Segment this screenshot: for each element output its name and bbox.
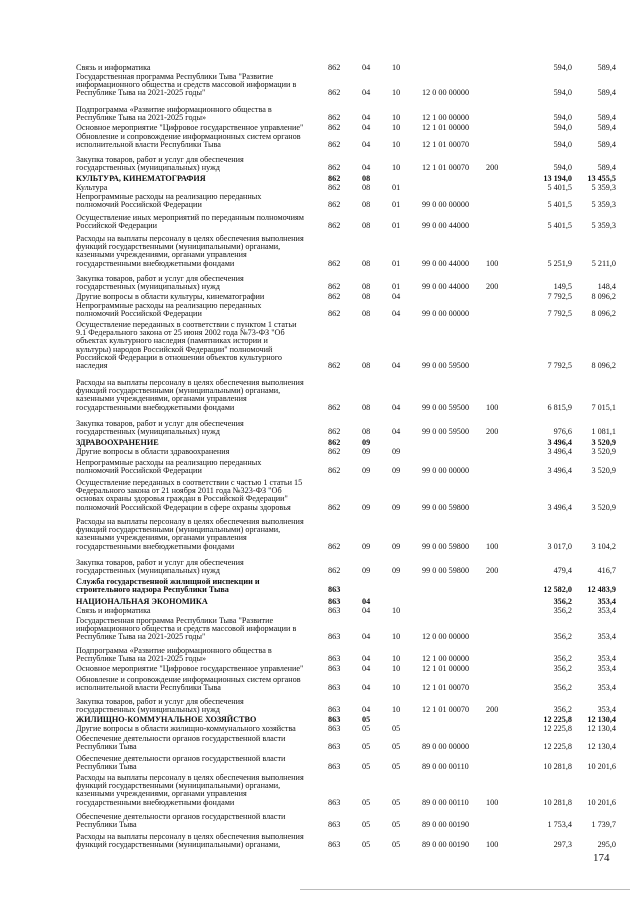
amount-year-1: 356,2: [553, 654, 572, 664]
amount-year-1: 594,0: [553, 163, 572, 173]
subsection-code: 10: [392, 683, 401, 693]
ministry-code: 862: [328, 361, 341, 370]
row-name: Обеспечение деятельности органов государственной власти Республики Тыва: [76, 754, 286, 772]
target-article-code: 89 0 00 00000: [422, 742, 470, 752]
target-article-code: 12 1 00 00000: [422, 113, 470, 123]
section-code: 05: [362, 820, 371, 830]
subsection-code: 04: [392, 292, 401, 301]
section-code: 08: [362, 200, 371, 210]
amount-year-1: 356,2: [553, 632, 572, 642]
ministry-code: 862: [328, 282, 341, 292]
amount-year-2: 353,4: [597, 705, 616, 715]
row-name: Обеспечение деятельности органов государственной власти Республики Тыва: [76, 812, 286, 830]
ministry-code: 862: [328, 174, 341, 183]
expense-type-code: 200: [486, 163, 499, 173]
section-code: 04: [362, 683, 371, 693]
amount-year-2: 8 096,2: [591, 309, 616, 319]
row-name: Осуществление иных мероприятий по переданным полномочиям Российской Федерации: [76, 213, 304, 231]
target-article-code: 12 1 01 00000: [422, 123, 470, 132]
expense-type-code: 200: [486, 427, 499, 437]
row-name: ЖИЛИЩНО-КОММУНАЛЬНОЕ ХОЗЯЙСТВО: [76, 715, 257, 724]
subsection-code: 01: [392, 200, 401, 210]
ministry-code: 862: [328, 123, 341, 132]
amount-year-2: 353,4: [597, 597, 616, 606]
amount-year-2: 353,4: [597, 632, 616, 642]
target-article-code: 89 0 00 00190: [422, 820, 470, 830]
row-name: Закупка товаров, работ и услуг для обеспечения государственных (муниципальных) нужд: [76, 155, 244, 173]
scan-artifact-line: [300, 889, 630, 890]
amount-year-2: 3 520,9: [591, 502, 616, 512]
row-name: Расходы на выплаты персоналу в целях обеспечения выполнения функций государственными (муниципальными) органами, казенными учреждениями, органами управления государственными внебюджетными фондами: [76, 378, 304, 412]
ministry-code: 863: [328, 715, 341, 724]
target-article-code: 99 0 00 44000: [422, 282, 470, 292]
amount-year-1: 12 225,8: [543, 742, 572, 752]
amount-year-1: 7 792,5: [547, 309, 572, 319]
section-code: 04: [362, 632, 371, 642]
amount-year-1: 7 792,5: [547, 361, 572, 370]
row-name: Подпрограмма «Развитие информационного общества в Республике Тыва на 2021-2025 годы»: [76, 105, 272, 123]
section-code: 08: [362, 174, 371, 183]
section-code: 09: [362, 466, 371, 476]
subsection-code: 10: [392, 113, 401, 123]
row-name: Основное мероприятие "Цифровое государственное управление": [76, 123, 304, 132]
ministry-code: 863: [328, 840, 341, 850]
amount-year-2: 1 739,7: [591, 820, 616, 830]
amount-year-2: 295,0: [597, 840, 616, 850]
amount-year-1: 594,0: [553, 113, 572, 123]
amount-year-2: 12 483,9: [587, 585, 616, 595]
section-code: 05: [362, 797, 371, 807]
section-code: 04: [362, 113, 371, 123]
amount-year-1: 594,0: [553, 88, 572, 98]
subsection-code: 01: [392, 221, 401, 231]
amount-year-1: 594,0: [553, 63, 572, 72]
target-article-code: 12 1 01 00070: [422, 683, 470, 693]
subsection-code: 04: [392, 427, 401, 437]
expense-type-code: 200: [486, 566, 499, 576]
ministry-code: 862: [328, 258, 341, 268]
amount-year-1: 12 582,0: [543, 585, 572, 595]
ministry-code: 863: [328, 820, 341, 830]
row-name: Культура: [76, 183, 108, 192]
amount-year-2: 3 520,9: [591, 438, 616, 447]
amount-year-2: 10 201,6: [587, 762, 616, 772]
subsection-code: 09: [392, 566, 401, 576]
row-name: Непрограммные расходы на реализацию переданных полномочий Российской Федерации: [76, 458, 262, 476]
row-name: Закупка товаров, работ и услуг для обеспечения государственных (муниципальных) нужд: [76, 419, 244, 437]
amount-year-1: 5 401,5: [547, 183, 572, 192]
subsection-code: 04: [392, 361, 401, 370]
row-name: Закупка товаров, работ и услуг для обеспечения государственных (муниципальных) нужд: [76, 274, 244, 292]
ministry-code: 862: [328, 309, 341, 319]
target-article-code: 99 0 00 44000: [422, 221, 470, 231]
ministry-code: 863: [328, 742, 341, 752]
target-article-code: 99 0 00 59500: [422, 402, 470, 412]
target-article-code: 12 1 01 00070: [422, 163, 470, 173]
row-name: Государственная программа Республики Тыва "Развитие информационного общества и средств массовой информации в Республике Тыва на 2021-2025 годы": [76, 616, 297, 642]
ministry-code: 863: [328, 632, 341, 642]
amount-year-1: 356,2: [553, 597, 572, 606]
target-article-code: 12 0 00 00000: [422, 88, 470, 98]
row-name: Осуществление переданных в соответствии с частью 1 статьи 15 Федерального закона от 21 ноября 2011 года №323-ФЗ "Об основах охраны здоровья граждан в Российской Федерации" полномочий Российской Федерации в сфере охраны здоровья: [76, 478, 303, 512]
amount-year-2: 589,4: [597, 123, 616, 132]
target-article-code: 99 0 00 59500: [422, 361, 470, 370]
section-code: 09: [362, 447, 371, 456]
subsection-code: 05: [392, 797, 401, 807]
expense-type-code: 100: [486, 402, 499, 412]
expense-type-code: 100: [486, 541, 499, 551]
row-name: ЗДРАВООХРАНЕНИЕ: [76, 438, 159, 447]
ministry-code: 862: [328, 221, 341, 231]
amount-year-2: 5 359,3: [591, 221, 616, 231]
subsection-code: 01: [392, 258, 401, 268]
subsection-code: 10: [392, 606, 401, 615]
row-name: Другие вопросы в области здравоохранения: [76, 447, 230, 456]
section-code: 08: [362, 309, 371, 319]
amount-year-2: 1 081,1: [591, 427, 616, 437]
subsection-code: 05: [392, 820, 401, 830]
section-code: 08: [362, 221, 371, 231]
section-code: 04: [362, 705, 371, 715]
subsection-code: 10: [392, 632, 401, 642]
amount-year-1: 297,3: [553, 840, 572, 850]
section-code: 04: [362, 88, 371, 98]
amount-year-2: 3 520,9: [591, 466, 616, 476]
target-article-code: 12 0 00 00000: [422, 632, 470, 642]
row-name: НАЦИОНАЛЬНАЯ ЭКОНОМИКА: [76, 597, 208, 606]
page-number: 174: [593, 852, 610, 864]
row-name: Расходы на выплаты персоналу в целях обеспечения выполнения функций государственными (муниципальными) органами,: [76, 832, 304, 850]
ministry-code: 863: [328, 683, 341, 693]
target-article-code: 99 0 00 44000: [422, 258, 470, 268]
amount-year-1: 594,0: [553, 140, 572, 150]
section-code: 05: [362, 840, 371, 850]
section-code: 04: [362, 597, 371, 606]
expense-type-code: 200: [486, 282, 499, 292]
amount-year-1: 356,2: [553, 606, 572, 615]
ministry-code: 862: [328, 140, 341, 150]
amount-year-1: 479,4: [553, 566, 572, 576]
subsection-code: 04: [392, 309, 401, 319]
target-article-code: 89 0 00 00110: [422, 797, 469, 807]
section-code: 04: [362, 606, 371, 615]
target-article-code: 12 1 01 00070: [422, 705, 470, 715]
section-code: 05: [362, 742, 371, 752]
section-code: 09: [362, 438, 371, 447]
ministry-code: 863: [328, 606, 341, 615]
ministry-code: 862: [328, 502, 341, 512]
amount-year-1: 356,2: [553, 683, 572, 693]
amount-year-1: 12 225,8: [543, 715, 572, 724]
row-name: Обновление и сопровождение информационных систем органов исполнительной власти Республики Тыва: [76, 675, 301, 693]
amount-year-1: 6 815,9: [547, 402, 572, 412]
subsection-code: 09: [392, 466, 401, 476]
row-name: Закупка товаров, работ и услуг для обеспечения государственных (муниципальных) нужд: [76, 697, 244, 715]
expense-type-code: 100: [486, 797, 499, 807]
target-article-code: 99 0 00 59800: [422, 502, 470, 512]
row-name: Связь и информатика: [76, 606, 151, 615]
amount-year-2: 589,4: [597, 63, 616, 72]
amount-year-1: 10 281,8: [543, 797, 572, 807]
expense-type-code: 100: [486, 258, 499, 268]
subsection-code: 10: [392, 664, 401, 673]
amount-year-1: 149,5: [553, 282, 572, 292]
subsection-code: 01: [392, 282, 401, 292]
ministry-code: 862: [328, 438, 341, 447]
amount-year-1: 356,2: [553, 664, 572, 673]
ministry-code: 863: [328, 664, 341, 673]
subsection-code: 01: [392, 183, 401, 192]
amount-year-1: 3 017,0: [547, 541, 572, 551]
row-name: Осуществление переданных в соответствии с пунктом 1 статьи 9.1 Федерального закона от 25 июня 2002 года №73-ФЗ "Об объектах культурного наследия (памятниках истории и культуры) народов Российской Федерации" полномочий Российской Федерации в отношении объектов культурного наследия: [76, 320, 297, 371]
row-name: Служба государственной жилищной инспекции и строительного надзора Республики Тыва: [76, 577, 260, 595]
section-code: 05: [362, 715, 371, 724]
amount-year-1: 13 194,0: [543, 174, 572, 183]
ministry-code: 862: [328, 183, 341, 192]
section-code: 05: [362, 724, 371, 733]
section-code: 04: [362, 140, 371, 150]
row-name: КУЛЬТУРА, КИНЕМАТОГРАФИЯ: [76, 174, 206, 183]
amount-year-1: 7 792,5: [547, 292, 572, 301]
subsection-code: 10: [392, 705, 401, 715]
ministry-code: 863: [328, 705, 341, 715]
row-name: Обновление и сопровождение информационных систем органов исполнительной власти Республики Тыва: [76, 132, 301, 150]
target-article-code: 99 0 00 00000: [422, 466, 470, 476]
amount-year-2: 589,4: [597, 163, 616, 173]
subsection-code: 04: [392, 402, 401, 412]
ministry-code: 862: [328, 88, 341, 98]
target-article-code: 12 1 01 00000: [422, 664, 470, 673]
section-code: 04: [362, 654, 371, 664]
amount-year-2: 10 201,6: [587, 797, 616, 807]
section-code: 08: [362, 402, 371, 412]
section-code: 05: [362, 762, 371, 772]
row-name: Расходы на выплаты персоналу в целях обеспечения выполнения функций государственными (муниципальными) органами, казенными учреждениями, органами управления государственными внебюджетными фондами: [76, 773, 304, 807]
subsection-code: 10: [392, 140, 401, 150]
amount-year-1: 5 401,5: [547, 221, 572, 231]
target-article-code: 99 0 00 00000: [422, 309, 470, 319]
target-article-code: 99 0 00 00000: [422, 200, 470, 210]
amount-year-2: 13 455,5: [587, 174, 616, 183]
amount-year-1: 3 496,4: [547, 438, 572, 447]
ministry-code: 862: [328, 541, 341, 551]
amount-year-1: 10 281,8: [543, 762, 572, 772]
row-name: Расходы на выплаты персоналу в целях обеспечения выполнения функций государственными (муниципальными) органами, казенными учреждениями, органами управления государственными внебюджетными фондами: [76, 234, 304, 268]
amount-year-2: 12 130,4: [587, 715, 616, 724]
section-code: 04: [362, 63, 371, 72]
subsection-code: 05: [392, 742, 401, 752]
row-name: Непрограммные расходы на реализацию переданных полномочий Российской Федерации: [76, 301, 262, 319]
amount-year-2: 3 520,9: [591, 447, 616, 456]
target-article-code: 99 0 00 59500: [422, 427, 470, 437]
section-code: 09: [362, 566, 371, 576]
amount-year-1: 594,0: [553, 123, 572, 132]
target-article-code: 89 0 00 00190: [422, 840, 470, 850]
row-name: Обеспечение деятельности органов государственной власти Республики Тыва: [76, 734, 286, 752]
ministry-code: 863: [328, 585, 341, 595]
amount-year-2: 12 130,4: [587, 742, 616, 752]
row-name: Подпрограмма «Развитие информационного общества в Республике Тыва на 2021-2025 годы»: [76, 646, 272, 664]
ministry-code: 863: [328, 654, 341, 664]
section-code: 08: [362, 282, 371, 292]
amount-year-2: 5 211,0: [591, 258, 616, 268]
expense-type-code: 200: [486, 705, 499, 715]
row-name: Другие вопросы в области жилищно-коммунального хозяйства: [76, 724, 296, 733]
row-name: Другие вопросы в области культуры, кинематографии: [76, 292, 265, 301]
amount-year-2: 416,7: [597, 566, 616, 576]
section-code: 09: [362, 502, 371, 512]
ministry-code: 863: [328, 597, 341, 606]
amount-year-2: 7 015,1: [591, 402, 616, 412]
subsection-code: 09: [392, 447, 401, 456]
amount-year-2: 148,4: [597, 282, 616, 292]
amount-year-2: 3 104,2: [591, 541, 616, 551]
amount-year-1: 12 225,8: [543, 724, 572, 733]
row-name: Основное мероприятие "Цифровое государственное управление": [76, 664, 304, 673]
subsection-code: 09: [392, 502, 401, 512]
subsection-code: 09: [392, 541, 401, 551]
ministry-code: 862: [328, 292, 341, 301]
amount-year-1: 3 496,4: [547, 502, 572, 512]
ministry-code: 862: [328, 427, 341, 437]
ministry-code: 862: [328, 402, 341, 412]
ministry-code: 862: [328, 63, 341, 72]
amount-year-1: 5 401,5: [547, 200, 572, 210]
expense-type-code: 100: [486, 840, 499, 850]
ministry-code: 862: [328, 466, 341, 476]
amount-year-1: 356,2: [553, 705, 572, 715]
amount-year-2: 589,4: [597, 113, 616, 123]
ministry-code: 863: [328, 762, 341, 772]
subsection-code: 05: [392, 762, 401, 772]
amount-year-2: 353,4: [597, 606, 616, 615]
amount-year-2: 353,4: [597, 683, 616, 693]
row-name: Связь и информатика: [76, 63, 151, 72]
subsection-code: 10: [392, 88, 401, 98]
amount-year-2: 8 096,2: [591, 361, 616, 370]
subsection-code: 05: [392, 840, 401, 850]
section-code: 08: [362, 292, 371, 301]
amount-year-1: 3 496,4: [547, 466, 572, 476]
amount-year-2: 5 359,3: [591, 200, 616, 210]
section-code: 09: [362, 541, 371, 551]
amount-year-2: 8 096,2: [591, 292, 616, 301]
ministry-code: 862: [328, 113, 341, 123]
amount-year-1: 3 496,4: [547, 447, 572, 456]
amount-year-2: 589,4: [597, 88, 616, 98]
section-code: 08: [362, 361, 371, 370]
amount-year-1: 976,6: [553, 427, 572, 437]
ministry-code: 863: [328, 797, 341, 807]
amount-year-2: 353,4: [597, 654, 616, 664]
section-code: 08: [362, 258, 371, 268]
target-article-code: 12 1 01 00070: [422, 140, 470, 150]
target-article-code: 89 0 00 00110: [422, 762, 469, 772]
section-code: 04: [362, 664, 371, 673]
subsection-code: 10: [392, 654, 401, 664]
amount-year-2: 5 359,3: [591, 183, 616, 192]
section-code: 04: [362, 123, 371, 132]
row-name: Расходы на выплаты персоналу в целях обеспечения выполнения функций государственными (муниципальными) органами, казенными учреждениями, органами управления государственными внебюджетными фондами: [76, 517, 304, 551]
ministry-code: 862: [328, 566, 341, 576]
ministry-code: 862: [328, 163, 341, 173]
target-article-code: 12 1 00 00000: [422, 654, 470, 664]
ministry-code: 862: [328, 447, 341, 456]
section-code: 08: [362, 427, 371, 437]
amount-year-2: 589,4: [597, 140, 616, 150]
amount-year-1: 1 753,4: [547, 820, 572, 830]
target-article-code: 99 0 00 59800: [422, 566, 470, 576]
row-name: Закупка товаров, работ и услуг для обеспечения государственных (муниципальных) нужд: [76, 558, 244, 576]
ministry-code: 862: [328, 200, 341, 210]
amount-year-1: 5 251,9: [547, 258, 572, 268]
row-name: Государственная программа Республики Тыва "Развитие информационного общества и средств массовой информации в Республике Тыва на 2021-2025 годы": [76, 72, 297, 98]
amount-year-2: 353,4: [597, 664, 616, 673]
subsection-code: 10: [392, 123, 401, 132]
target-article-code: 99 0 00 59800: [422, 541, 470, 551]
section-code: 04: [362, 163, 371, 173]
subsection-code: 10: [392, 63, 401, 72]
subsection-code: 10: [392, 163, 401, 173]
subsection-code: 05: [392, 724, 401, 733]
row-name: Непрограммные расходы на реализацию переданных полномочий Российской Федерации: [76, 192, 262, 210]
ministry-code: 863: [328, 724, 341, 733]
section-code: 08: [362, 183, 371, 192]
amount-year-2: 12 130,4: [587, 724, 616, 733]
